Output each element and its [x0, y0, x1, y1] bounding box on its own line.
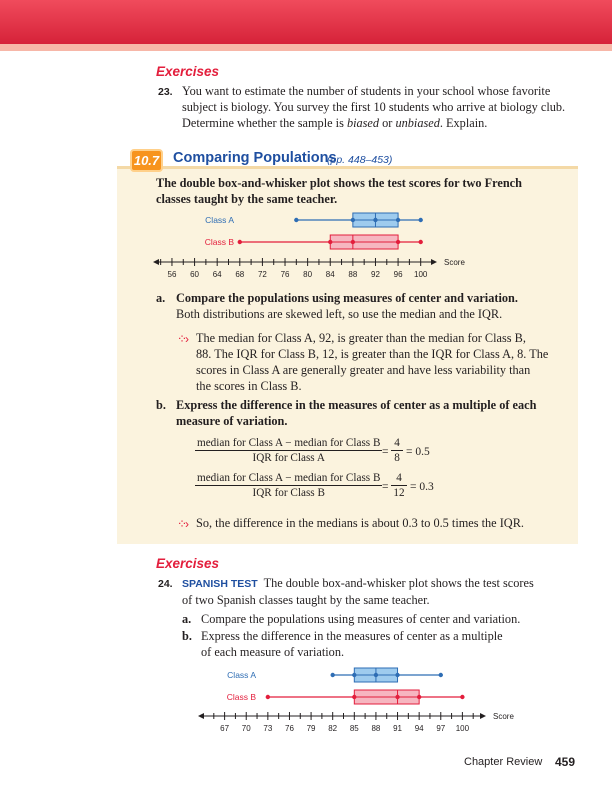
axis-tick-label: 80: [303, 270, 313, 279]
exercise-24-text: [182, 575, 534, 608]
red-dotted-arrow-icon: ⁘›: [177, 332, 188, 346]
example-intro: [156, 175, 522, 207]
axis-tick-label: 94: [414, 724, 424, 733]
axis-tick-label: 67: [220, 724, 230, 733]
axis-tick-label: 96: [393, 270, 403, 279]
fraction-2-denominator: IQR for Class B: [252, 487, 325, 499]
q1-point: [328, 240, 332, 244]
part-a-label: a.: [156, 291, 166, 305]
axis-tick-label: 91: [393, 724, 402, 733]
exercise-23-number: 23.: [158, 86, 173, 98]
fraction-2-words: [195, 472, 382, 499]
part-a-answer-line1: The median for Class A, 92, is greater than the median for Class B,: [196, 331, 526, 345]
axis-tick-label: 88: [348, 270, 358, 279]
median-point: [351, 240, 355, 244]
axis-tick-label: 82: [328, 724, 338, 733]
axis-tick-label: 97: [436, 724, 446, 733]
axis-tick-label: 88: [371, 724, 381, 733]
series-label: Class A: [227, 670, 256, 680]
min-point: [330, 673, 334, 677]
axis-left-arrow: [198, 713, 204, 719]
exercise-24-b-text: [201, 628, 503, 660]
section-pages: (pp. 448–453): [327, 154, 393, 166]
fraction-2-value: [391, 472, 407, 499]
exercises-heading-top: Exercises: [156, 64, 220, 79]
exercise-23-line3: Determine whether the sample is biased or unbiased. Explain.: [182, 116, 488, 130]
median-point: [373, 218, 377, 222]
q3-point: [395, 673, 399, 677]
fraction-1-result: = 0.5: [406, 446, 430, 458]
axis-tick-label: 76: [280, 270, 290, 279]
q1-point: [351, 218, 355, 222]
axis-tick-label: 100: [455, 724, 470, 733]
axis-tick-label: 72: [257, 270, 267, 279]
part-a-answer-line2: 88. The IQR for Class B, 12, is greater than the IQR for Class A, 8. The: [196, 347, 549, 361]
series-label: Class A: [205, 215, 234, 225]
exercise-23-line2: subject is biology. You survey the first 10 students who arrive at biology club.: [182, 100, 566, 114]
exercise-24-number: 24.: [158, 578, 173, 590]
q1-point: [352, 673, 356, 677]
axis-tick-label: 68: [235, 270, 245, 279]
fraction-2-value-num: 4: [391, 472, 407, 486]
exercise-24-tag: SPANISH TEST: [182, 578, 258, 590]
exercise-24-a-label: a.: [182, 612, 192, 626]
exercises-heading-bottom: Exercises: [156, 556, 220, 571]
part-a-question: Compare the populations using measures of center and variation.: [176, 291, 518, 305]
max-point: [418, 240, 422, 244]
fraction-1-value-num: 4: [391, 437, 403, 451]
fraction-1-value: [391, 437, 403, 464]
median-point: [374, 673, 378, 677]
axis-tick-label: 64: [212, 270, 222, 279]
exercise-23-text: [182, 83, 565, 131]
q3-point: [417, 695, 421, 699]
axis-tick-label: 100: [414, 270, 428, 279]
example-panel-top-edge: [117, 166, 578, 169]
section-badge: 10.7: [130, 149, 163, 172]
fraction-2-numerator: median for Class A − median for Class B: [197, 472, 381, 484]
fraction-1-value-den: 8: [394, 452, 400, 464]
series-label: Class B: [204, 237, 234, 247]
footer-page-number: 459: [555, 755, 576, 769]
french-boxplot-chart: [150, 208, 480, 286]
exercise-24-b-line1: Express the difference in the measures of center as a multiple: [201, 629, 503, 643]
fraction-2-result: = 0.3: [410, 481, 434, 493]
part-a-answer: [196, 330, 548, 394]
part-a-note: Both distributions are skewed left, so use the median and the IQR.: [176, 307, 503, 321]
axis-tick-label: 79: [306, 724, 316, 733]
max-point: [418, 218, 422, 222]
part-b-label: b.: [156, 398, 166, 412]
example-intro-line2: classes taught by the same teacher.: [156, 192, 338, 206]
axis-tick-label: 60: [190, 270, 200, 279]
conclusion: So, the difference in the medians is about 0.3 to 0.5 times the IQR.: [196, 516, 524, 530]
max-point: [460, 695, 464, 699]
header-band: [0, 0, 612, 44]
axis-tick-label: 56: [167, 270, 177, 279]
min-point: [238, 240, 242, 244]
example-intro-line1: The double box-and-whisker plot shows the test scores for two French: [156, 176, 522, 190]
part-b-question-line2: measure of variation.: [176, 414, 288, 428]
axis-tick-label: 73: [263, 724, 273, 733]
fraction-1-words: [195, 437, 382, 464]
axis-right-arrow: [431, 259, 437, 265]
min-point: [266, 695, 270, 699]
axis-label: Score: [493, 712, 514, 721]
fraction-1-numerator: median for Class A − median for Class B: [197, 437, 381, 449]
axis-tick-label: 84: [325, 270, 335, 279]
section-title: Comparing Populations: [173, 150, 337, 166]
q3-point: [396, 218, 400, 222]
part-a-answer-line3: scores in Class A are generally greater and have less variability than: [196, 363, 531, 377]
axis-tick-label: 70: [241, 724, 251, 733]
min-point: [294, 218, 298, 222]
exercise-23-line1: You want to estimate the number of students in your school whose favorite: [182, 84, 551, 98]
red-dotted-arrow-icon: ⁘›: [177, 517, 188, 531]
part-b-question-line1: Express the difference in the measures of center as a multiple of each: [176, 398, 537, 412]
q3-point: [396, 240, 400, 244]
exercise-24-b-line2: of each measure of variation.: [201, 645, 345, 659]
q1-point: [352, 695, 356, 699]
footer-chapter-label: Chapter Review: [464, 756, 543, 768]
median-point: [395, 695, 399, 699]
axis-tick-label: 92: [371, 270, 380, 279]
exercise-24-b-label: b.: [182, 629, 192, 643]
part-a-answer-line4: the scores in Class B.: [196, 379, 302, 393]
axis-tick-label: 85: [349, 724, 359, 733]
fraction-1-equals: =: [382, 446, 389, 458]
header-accent-stripe: [0, 44, 612, 51]
axis-right-arrow: [480, 713, 486, 719]
fraction-2-value-den: 12: [393, 487, 405, 499]
series-label: Class B: [226, 692, 256, 702]
exercise-24-line1: SPANISH TEST The double box-and-whisker plot shows the test scores: [182, 576, 534, 590]
axis-left-arrow: [153, 259, 159, 265]
exercise-24-line2: of two Spanish classes taught by the same teacher.: [182, 593, 430, 607]
spanish-boxplot-chart: [196, 664, 526, 742]
fraction-1-denominator: IQR for Class A: [252, 452, 325, 464]
exercise-24-a-text: Compare the populations using measures of center and variation.: [201, 612, 521, 626]
axis-label: Score: [444, 258, 465, 267]
max-point: [439, 673, 443, 677]
axis-tick-label: 76: [285, 724, 294, 733]
part-b-question: [176, 397, 536, 429]
fraction-2-equals: =: [382, 481, 389, 493]
